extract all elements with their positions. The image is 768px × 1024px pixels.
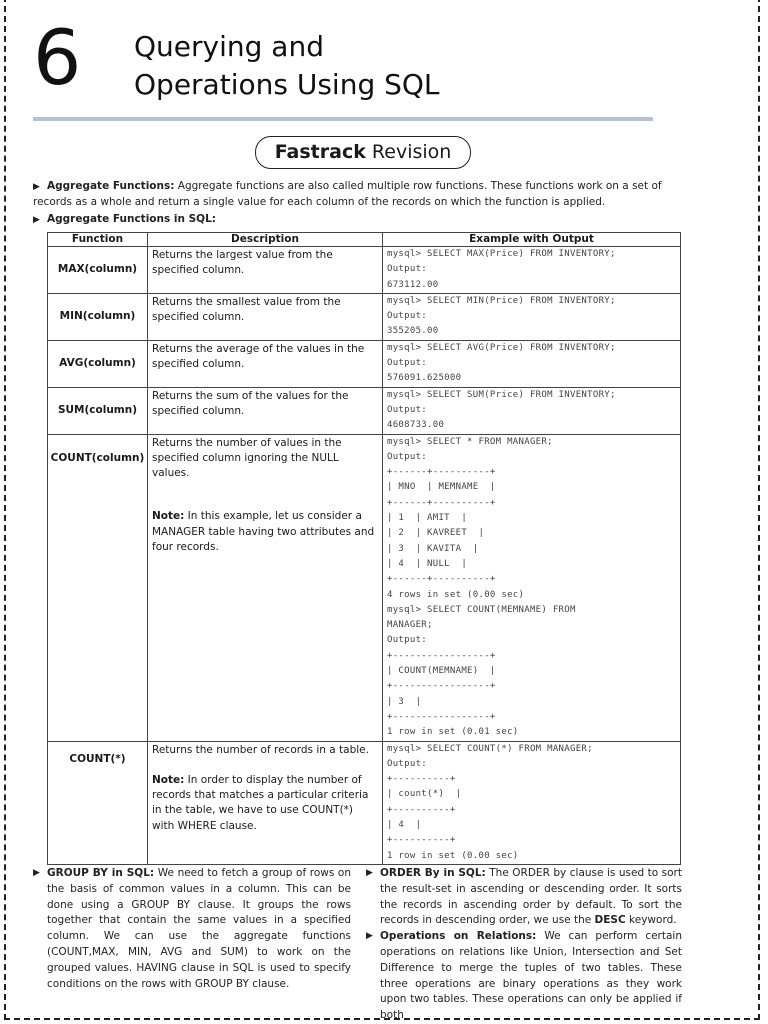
function-name: COUNT(column) — [48, 434, 148, 741]
note-text: In this example, let us consider a MANAGER table having two attributes and four records. — [152, 510, 375, 554]
aggregate-functions-table — [47, 232, 681, 865]
function-example: mysql> SELECT AVG(Price) FROM INVENTORY; Output: 576091.625000 — [383, 340, 681, 387]
paragraph-head: ORDER By in SQL: — [380, 867, 486, 879]
operations-on-relations-paragraph — [366, 929, 682, 1024]
function-example: mysql> SELECT MAX(Price) FROM INVENTORY; Output: 673112.00 — [383, 247, 681, 294]
function-description-cell — [148, 741, 383, 864]
bullet-aggregate-functions — [33, 179, 683, 209]
order-by-paragraph — [366, 866, 682, 929]
header-description: Description — [148, 233, 383, 247]
triangle-bullet-icon: ▶ — [33, 182, 40, 192]
function-description: Returns the sum of the values for the specified column. — [148, 387, 383, 434]
note-text: In order to display the number of records that matches a particular criteria in the table, we have to use COUNT(*) with WHERE clause. — [152, 773, 369, 832]
header-function: Function — [48, 233, 148, 247]
function-description: Returns the largest value from the specified column. — [148, 247, 383, 294]
function-note — [152, 509, 378, 555]
triangle-bullet-icon: ▶ — [366, 931, 373, 942]
table-row — [48, 434, 681, 741]
group-by-paragraph — [33, 866, 351, 992]
table-row — [48, 340, 681, 387]
function-name: SUM(column) — [48, 387, 148, 434]
bullet-text: Aggregate functions are also called multiple row functions. These functions work on a set of records as a whole and return a single value for each column of the records on which the function is applied. — [33, 180, 662, 208]
function-description: Returns the smallest value from the specified column. — [148, 293, 383, 340]
function-description: Returns the number of values in the specified column ignoring the NULL values. — [152, 436, 342, 480]
note-label: Note: — [152, 510, 185, 523]
function-name: COUNT(*) — [48, 741, 148, 864]
function-example: mysql> SELECT COUNT(*) FROM MANAGER; Output: +----------+ | count(*) | +----------+ | 4 | +----------+ 1 row in set (0.00 sec) — [383, 741, 681, 864]
function-example: mysql> SELECT * FROM MANAGER; Output: +------+----------+ | MNO | MEMNAME | +------+----------+ | 1 | AMIT | | 2 | KAVREET | | 3 | KAVITA | | 4 | NULL | +------+----------+ 4 rows in set (0.00 sec) mysql> SELECT COUNT(MEMNAME) FROM MANAGER; Output: +-----------------+ | COUNT(MEMNAME) | +-----------------+ | 3 | +-----------------+ 1 row in set (0.01 sec) — [383, 434, 681, 741]
table-header-row — [48, 233, 681, 247]
function-description: Returns the number of records in a table. — [152, 743, 369, 756]
paragraph-text: We need to fetch a group of rows on the basis of common values in a column. This can be done using a GROUP BY clause. It groups the rows together that contain the same values in a specified column. We can use the aggregate functions (COUNT,MAX, MIN, AVG and SUM) to work on the grouped values. HAVING clause in SQL is used to specify conditions on the rows with GROUP BY clause. — [47, 867, 351, 990]
fastrack-revision-badge — [255, 136, 471, 169]
function-name: MAX(column) — [48, 247, 148, 294]
paragraph-tail: keyword. — [625, 914, 677, 927]
desc-keyword: DESC — [594, 914, 626, 927]
function-description: Returns the average of the values in the specified column. — [148, 340, 383, 387]
function-example: mysql> SELECT SUM(Price) FROM INVENTORY; Output: 4608733.00 — [383, 387, 681, 434]
chapter-divider — [33, 117, 653, 121]
note-label: Note: — [152, 773, 185, 786]
function-note — [152, 773, 378, 834]
table-row — [48, 247, 681, 294]
badge-regular: Revision — [371, 141, 452, 163]
paragraph-text: We can perform certain operations on relations like Union, Intersection and Set Difference to merge the tuples of two tables. These three operations are binary operations as they work upon two tables. These operations can only be applied if both — [380, 930, 682, 1022]
function-name: AVG(column) — [48, 340, 148, 387]
paragraph-head: Operations on Relations: — [380, 930, 537, 943]
chapter-number: 6 — [33, 13, 82, 102]
header-example: Example with Output — [383, 233, 681, 247]
left-column — [33, 866, 351, 992]
chapter-title-line2: Operations Using SQL — [134, 68, 440, 101]
paragraph-head: GROUP BY in SQL: — [47, 867, 155, 879]
function-name: MIN(column) — [48, 293, 148, 340]
bullet-head: Aggregate Functions: — [47, 180, 175, 192]
chapter-title-line1: Querying and — [134, 30, 324, 63]
bullet-aggregate-functions-in-sql — [33, 212, 216, 228]
table-row — [48, 741, 681, 864]
chapter-title — [134, 28, 440, 104]
badge-bold-text: Fastrack — [274, 141, 366, 163]
triangle-bullet-icon: ▶ — [366, 868, 373, 878]
triangle-bullet-icon: ▶ — [33, 868, 40, 878]
triangle-bullet-icon: ▶ — [33, 215, 40, 225]
table-row — [48, 387, 681, 434]
table-row — [48, 293, 681, 340]
function-example: mysql> SELECT MIN(Price) FROM INVENTORY; Output: 355205.00 — [383, 293, 681, 340]
function-description-cell — [148, 434, 383, 741]
right-column — [366, 866, 682, 1024]
paragraph-text: The ORDER by clause is used to sort the result-set in ascending or descending order. It sorts the records in ascending order by default. To sort the records in descending order, we use the — [380, 867, 682, 927]
bullet-head: Aggregate Functions in SQL: — [47, 213, 216, 225]
